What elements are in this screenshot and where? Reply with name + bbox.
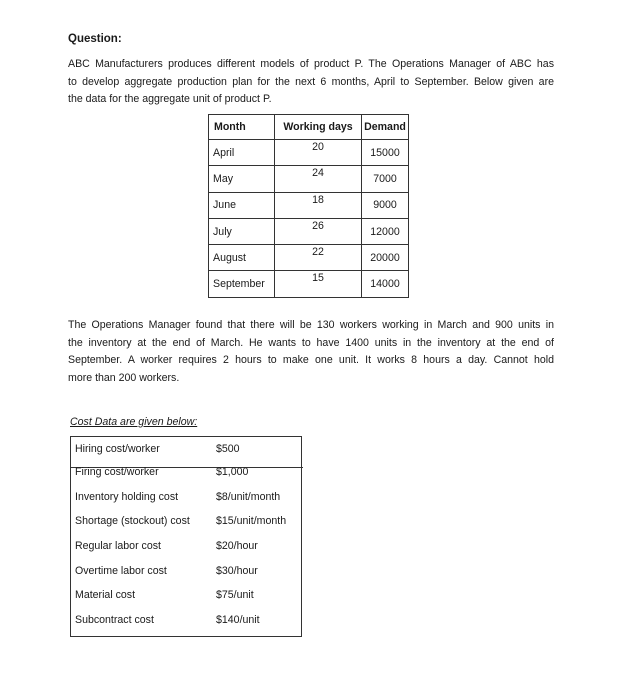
month-cell: September: [209, 271, 275, 297]
cost-row-subcontract: [71, 614, 303, 630]
working-days-cell: 18: [275, 192, 362, 218]
question-heading: Question:: [68, 33, 122, 45]
header-month: Month: [209, 115, 275, 140]
cost-row-inventory: [71, 491, 303, 507]
working-days-cell: 20: [275, 140, 362, 166]
demand-cell: 9000: [362, 192, 409, 218]
details-line: September. A worker requires 2 hours to make one unit. It works 8 hours a day. Cannot hold: [68, 354, 554, 366]
cost-label: Firing cost/worker: [75, 466, 159, 478]
cost-label: Material cost: [75, 589, 136, 601]
demand-cell: 15000: [362, 140, 409, 166]
demand-table-header: [209, 115, 409, 140]
intro-line: ABC Manufacturers produces different models of product P. The Operations Manager of ABC has: [68, 58, 554, 70]
header-working-days: Working days: [275, 115, 362, 140]
table-row: [209, 166, 409, 192]
working-days-cell: 15: [275, 271, 362, 297]
cost-row-regular-labor: [71, 540, 303, 556]
intro-line: the data for the aggregate unit of product P.: [68, 93, 272, 105]
cost-value: $1,000: [216, 466, 249, 478]
cost-value: $140/unit: [216, 614, 260, 626]
cost-label: Overtime labor cost: [75, 565, 167, 577]
cost-label: Shortage (stockout) cost: [75, 515, 190, 527]
cost-row-material: [71, 589, 303, 605]
table-row: [209, 140, 409, 166]
cost-value: $75/unit: [216, 589, 254, 601]
details-paragraph: [68, 317, 554, 387]
working-days-cell: 26: [275, 218, 362, 244]
cost-data-title: Cost Data are given below:: [70, 416, 198, 428]
table-row: [209, 245, 409, 271]
intro-paragraph: [68, 56, 554, 109]
details-line: the inventory at the end of March. He wants to have 1400 units in the inventory at the end of: [68, 336, 554, 349]
table-row: [209, 218, 409, 244]
cost-value: $8/unit/month: [216, 491, 281, 503]
month-cell: May: [209, 166, 275, 192]
demand-table: [208, 114, 409, 298]
table-row: [209, 271, 409, 297]
cost-row-hiring: [71, 443, 303, 459]
working-days-cell: 22: [275, 245, 362, 271]
month-cell: July: [209, 218, 275, 244]
header-demand: Demand: [362, 115, 409, 140]
intro-line: to develop aggregate production plan for the next 6 months, April to September. Below given are: [68, 75, 554, 88]
cost-value: $20/hour: [216, 540, 258, 552]
working-days-cell: 24: [275, 166, 362, 192]
month-cell: April: [209, 140, 275, 166]
cost-row-firing: [71, 466, 303, 482]
details-line: The Operations Manager found that there will be 130 workers working in March and 900 units in: [68, 319, 554, 331]
month-cell: June: [209, 192, 275, 218]
demand-cell: 20000: [362, 245, 409, 271]
cost-label: Hiring cost/worker: [75, 443, 160, 455]
cost-row-overtime-labor: [71, 565, 303, 581]
cost-value: $30/hour: [216, 565, 258, 577]
cost-label: Inventory holding cost: [75, 491, 179, 503]
month-cell: August: [209, 245, 275, 271]
cost-label: Regular labor cost: [75, 540, 161, 552]
table-row: [209, 192, 409, 218]
cost-data-table: [70, 436, 302, 637]
demand-cell: 12000: [362, 218, 409, 244]
cost-label: Subcontract cost: [75, 614, 154, 626]
cost-row-shortage: [71, 515, 303, 531]
demand-cell: 14000: [362, 271, 409, 297]
cost-value: $500: [216, 443, 240, 455]
demand-cell: 7000: [362, 166, 409, 192]
details-line: more than 200 workers.: [68, 371, 180, 384]
cost-value: $15/unit/month: [216, 515, 287, 527]
